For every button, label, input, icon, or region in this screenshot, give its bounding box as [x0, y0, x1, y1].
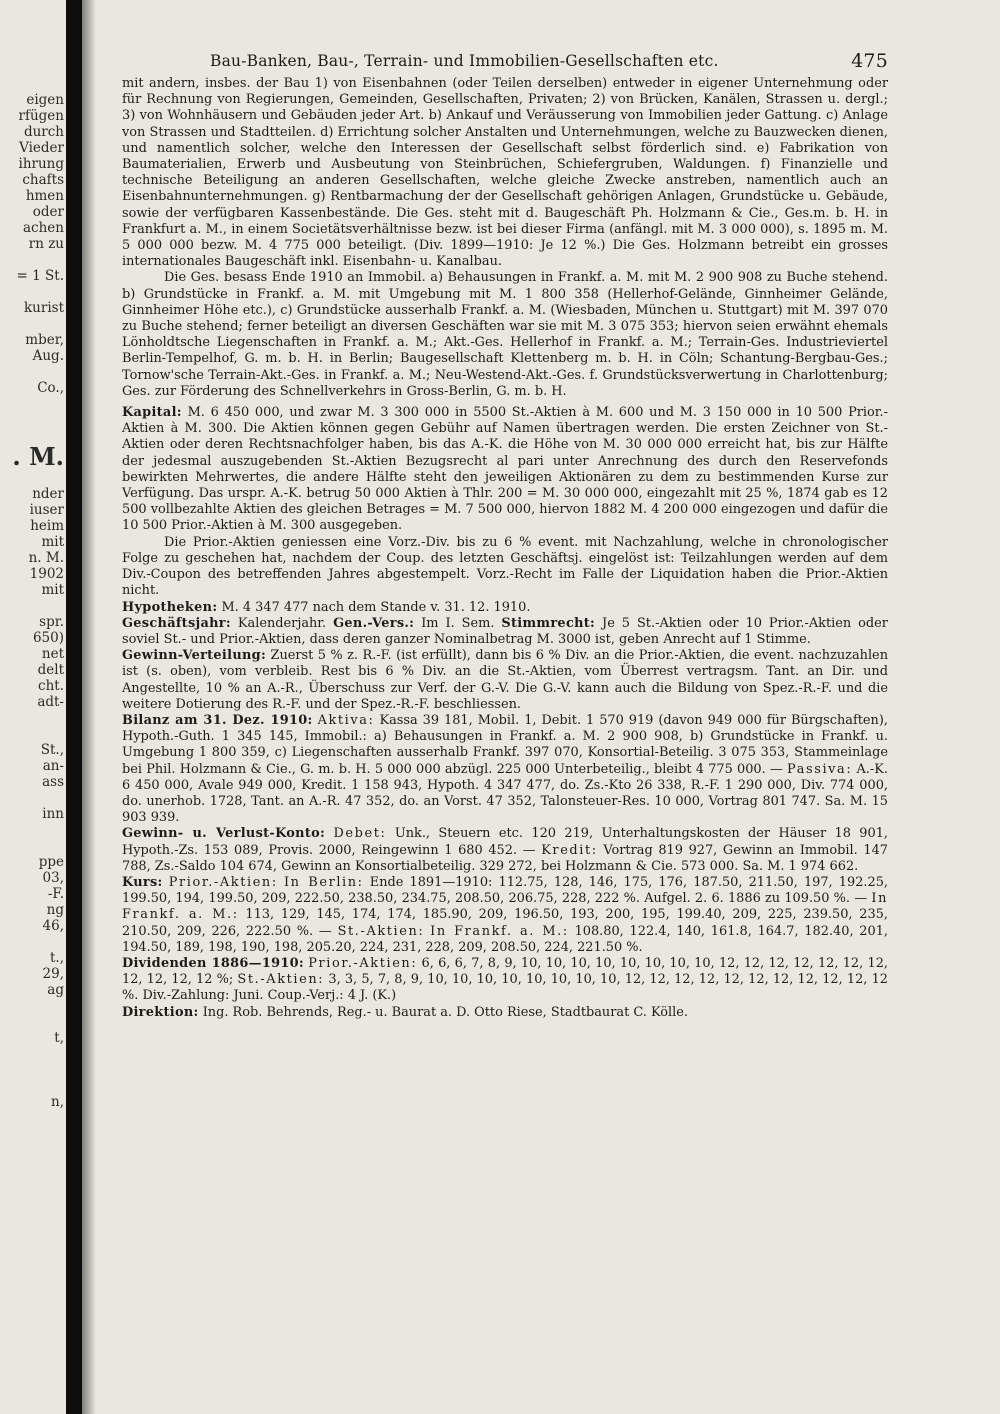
kurs-prior-label: Prior.-Aktien:: [168, 874, 278, 890]
margin-fragment: [0, 726, 64, 742]
debet-text: Unk., Steuern etc. 120 219, Unterhaltungskosten der Häuser 18 901, Hypoth.-Zs. 153 089, Provis. 2000, Reingewinn 1 680 452. —: [122, 826, 889, 858]
margin-fragment: ass: [42, 774, 64, 790]
margin-fragment: Vieder: [19, 140, 64, 156]
margin-fragment: spr.: [39, 614, 64, 630]
margin-fragment: iuser: [29, 502, 64, 518]
margin-fragment: rfügen: [18, 108, 64, 124]
margin-fragment: Aug.: [32, 348, 64, 364]
margin-fragment: 03,: [42, 870, 64, 886]
aktiva-text: Kassa 39 181, Mobil. 1, Debit. 1 570 919 (davon 949 000 für Bürgschaften), Hypoth.-Guth. 1 345 145, Immobil.: a) Behausungen in Frankf. a. M. 2 900 908, b) Grundstücke in Frankf. u. Umgebung 1 800 359, c) Liegenschaften ausserhalb Frankf. 397 070, Konsortial-Beteilig. 3 075 353, Stammeinlage bei Phil. Holzmann & Cie., G. m. b. H. 5 000 000 abzügl. 225 000 Unterbeteilig., bleibt 4 775 000. —: [122, 712, 888, 777]
margin-fragment: net: [41, 646, 64, 662]
running-header: [92, 52, 892, 76]
gewinnverteilung-label: Gewinn-Verteilung:: [122, 648, 267, 664]
div-st-label: St.-Aktien:: [237, 972, 325, 988]
margin-fragment: ihrung: [18, 156, 64, 172]
margin-fragment: [0, 1014, 64, 1030]
kurs-st-frankfurt-label: In Frankf. a. M.:: [430, 923, 569, 939]
header-title: Bau-Banken, Bau-, Terrain- und Immobilien-Gesellschaften etc.: [210, 52, 719, 70]
margin-fragment: [0, 822, 64, 838]
margin-fragment: [0, 598, 64, 614]
margin-fragment: chafts: [22, 172, 64, 188]
margin-fragment: durch: [23, 124, 64, 140]
page-number: 475: [851, 52, 888, 72]
book-gutter: [66, 0, 82, 1414]
kredit-text: Vortrag 819 927, Gewinn an Immobil. 147 788, Zs.-Saldo 104 674, Gewinn an Konsortialbeteilig. 329 272, bei Holzmann & Cie. 573 000. Sa. M. 1 974 662.: [122, 842, 888, 874]
margin-fragment: St.,: [40, 742, 64, 758]
passiva-text: A.-K. 6 450 000, Avale 949 000, Kredit. 1 158 943, Hypoth. 4 347 477, do. Zs.-Kto 26 338, R.-F. 1 290 000, Div. 774 000, do. unerhob. 1728, Tant. an A.-R. 47 352, do. an Vorst. 47 352, Talonsteuer-Res. 10 000, Vortrag 801 747. Sa. M. 15 903 939.: [122, 761, 888, 826]
margin-fragment: [0, 934, 64, 950]
margin-fragment: inn: [42, 806, 64, 822]
margin-fragment: hmen: [25, 188, 64, 204]
margin-fragment: cht.: [38, 678, 64, 694]
margin-fragment: [0, 710, 64, 726]
margin-fragment: n. M.: [28, 550, 64, 566]
margin-fragment: [0, 470, 64, 486]
left-margin-fragments: [0, 92, 64, 1392]
gewinnkonto-paragraph: [122, 826, 888, 875]
kurs-label: Kurs:: [122, 874, 163, 890]
direktion-label: Direktion:: [122, 1004, 199, 1020]
margin-fragment: ppe: [38, 854, 64, 870]
passiva-label: Passiva:: [787, 761, 853, 777]
hypotheken-label: Hypotheken:: [122, 599, 218, 615]
kredit-label: Kredit:: [541, 842, 598, 858]
article-body: [92, 76, 892, 1021]
prior-aktien-paragraph: Die Prior.-Aktien geniessen eine Vorz.-Div. bis zu 6 % event. mit Nachzahlung, welche in chronologischer Folge zu geschehen hat, nachdem der Coup. des letzten Geschäftsj. eingelöst ist: Teilzahlungen werden auf dem Div.-Coupon des betreffenden Jahres abgestempelt. Vorz.-Recht im Falle der Liquidation haben die Prior.-Aktien nicht.: [122, 534, 888, 599]
margin-fragment: achen: [23, 220, 64, 236]
margin-fragment: t,: [54, 1030, 64, 1046]
gewinnkonto-label: Gewinn- u. Verlust-Konto:: [122, 826, 326, 842]
margin-fragment: eigen: [26, 92, 64, 108]
bilanz-label: Bilanz am 31. Dez. 1910:: [122, 712, 313, 728]
div-st-text: 3, 3, 5, 7, 8, 9, 10, 10, 10, 10, 10, 10, 10, 10, 12, 12, 12, 12, 12, 12, 12, 12, 12, 12, 12 %.: [122, 972, 888, 1004]
margin-fragment: . M.: [12, 444, 64, 470]
besitz-paragraph: Die Ges. besass Ende 1910 an Immobil. a) Behausungen in Frankf. a. M. mit M. 2 900 908 zu Buche stehend. b) Grundstücke in Frankf. a. M. mit Umgebung mit M. 1 800 358 (Hellerhof-Gelände, Ginnheimer Gelände, Ginnheimer Höhe etc.), c) Grundstücke ausserhalb Frankf. a. M. (Wiesbaden, München u. Stuttgart) mit M. 397 070 zu Buche stehend; ferner beteiligt an diversen Geschäften war sie mit M. 3 075 353; hiervon seien erwähnt ehemals Lönholdtsche Liegenschaften in Frankf. a. M.; Akt.-Ges. Hellerhof in Frankf. a. M.; Terrain-Ges. Industrieviertel Berlin-Tempelhof, G. m. b. H. in Berlin; Baugesellschaft Klettenberg m. b. H. in Cöln; Schantung-Bergbau-Ges.; Tornow'sche Terrain-Akt.-Ges. in Frankf. a. M.; Neu-Westend-Akt.-Ges. f. Grundstücksverwertung in Charlottenburg; Ges. zur Förderung des Schnellverkehrs in Gross-Berlin, G. m. b. H.: [122, 270, 888, 399]
margin-fragment: -F.: [47, 886, 64, 902]
gen-vers-label: Gen.-Vers.:: [333, 615, 415, 631]
margin-fragment: delt: [37, 662, 64, 678]
margin-fragment: t.,: [49, 950, 64, 966]
hypotheken-paragraph: [122, 600, 888, 616]
margin-fragment: [0, 790, 64, 806]
margin-fragment: 29,: [42, 966, 64, 982]
margin-fragment: = 1 St.: [16, 268, 64, 284]
direktion-paragraph: [122, 1005, 888, 1021]
intro-paragraph: mit andern, insbes. der Bau 1) von Eisenbahnen (oder Teilen derselben) entweder in eigener Unternehmung oder für Rechnung von Regierungen, Gemeinden, Gesellschaften, Privaten; 2) von Brücken, Kanälen, Strassen u. dergl.; 3) von Wohnhäusern und Gebäuden jeder Art. b) Ankauf und Veräusserung von Immobilien jeder Gattung. c) Anlage von Strassen und Stadtteilen. d) Errichtung solcher Anstalten und Unternehmungen, welche zu Bauzwecken dienen, und namentlich solcher, welche den Interessen der Gesellschaft selbst förderlich sind. e) Fabrikation von Baumaterialien, Erwerb und Ausbeutung von Steinbrüchen, Schiefergruben, Waldungen. f) Finanzielle und technische Beteiligung an anderen Gesellschaften, welche gleiche Zwecke anstreben, namentlich auch an Eisenbahnunternehmungen. g) Rentbarmachung der der Gesellschaft gehörigen Anlagen, Grundstücke u. Gebäude, sowie der verfügbaren Kassenbestände. Die Ges. steht mit d. Baugeschäft Ph. Holzmann & Cie., Ges.m. b. H. in Frankfurt a. M., in einem Societätsverhältnisse bezw. ist bei dieser Firma (anfängl. mit M. 3 000 000), s. 1895 m. M. 5 000 000 bezw. M. 4 775 000 beteiligt. (Div. 1899—1910: Je 12 %.) Die Ges. Holzmann betreibt ein grosses internationales Baugeschäft inkl. Eisenbahn- u. Kanalbau.: [122, 76, 888, 270]
margin-fragment: 650): [32, 630, 64, 646]
direktion-text: Ing. Rob. Behrends, Reg.- u. Baurat a. D. Otto Riese, Stadtbaurat C. Kölle.: [202, 1004, 688, 1020]
kurs-st-frankfurt-text: 108.80, 122.4, 140, 161.8, 164.7, 182.40, 201, 194.50, 189, 198, 190, 198, 205.20, 224, 231, 228, 209, 208.50, 224, 221.50 %.: [122, 923, 889, 955]
margin-fragment: oder: [32, 204, 64, 220]
margin-fragment: [0, 412, 64, 428]
aktiva-label: Aktiva:: [317, 712, 375, 728]
gen-vers-text: Im I. Sem.: [421, 615, 495, 631]
margin-fragment: [0, 364, 64, 380]
kurs-paragraph: [122, 875, 888, 956]
margin-fragment: [0, 428, 64, 444]
kapital-label: Kapital:: [122, 405, 182, 421]
margin-fragment: mit: [41, 582, 64, 598]
kurs-frankfurt-text: 113, 129, 145, 174, 174, 185.90, 209, 196.50, 193, 200, 195, 199.40, 209, 225, 239.50, 235, 210.50, 209, 226, 222.50 %. —: [122, 907, 888, 939]
gewinnverteilung-paragraph: [122, 648, 888, 713]
margin-fragment: mber,: [25, 332, 64, 348]
margin-fragment: 46,: [42, 918, 64, 934]
hypotheken-text: M. 4 347 477 nach dem Stande v. 31. 12. 1910.: [221, 599, 531, 615]
kurs-st-label: St.-Aktien:: [337, 923, 425, 939]
margin-fragment: rn zu: [28, 236, 64, 252]
geschaeftsjahr-label: Geschäftsjahr:: [122, 615, 231, 631]
stimmrecht-label: Stimmrecht:: [501, 615, 596, 631]
kurs-berlin-label: In Berlin:: [283, 874, 364, 890]
margin-fragment: [0, 396, 64, 412]
div-prior-text: 6, 6, 6, 7, 8, 9, 10, 10, 10, 10, 10, 10, 10, 10, 12, 12, 12, 12, 12, 12, 12, 12, 12, 12, 12 %;: [122, 955, 888, 988]
margin-fragment: [0, 1046, 64, 1062]
margin-fragment: 1902: [29, 566, 64, 582]
margin-fragment: an-: [42, 758, 64, 774]
kurs-frankfurt-label: In Frankf. a. M.:: [122, 891, 888, 923]
stimmrecht-text: Je 5 St.-Aktien oder 10 Prior.-Aktien oder soviel St.- und Prior.-Aktien, dass deren ganzer Nominalbetrag M. 3000 ist, geben Anrecht auf 1 Stimme.: [122, 615, 888, 647]
margin-fragment: heim: [30, 518, 64, 534]
margin-fragment: [0, 316, 64, 332]
margin-fragment: n,: [51, 1094, 64, 1110]
margin-fragment: [0, 284, 64, 300]
margin-fragment: mit: [41, 534, 64, 550]
margin-fragment: Co.,: [37, 380, 64, 396]
kapital-paragraph: [122, 405, 888, 535]
geschaeftsjahr-text: Kalenderjahr.: [237, 615, 327, 631]
margin-fragment: [0, 998, 64, 1014]
margin-fragment: nder: [32, 486, 64, 502]
margin-fragment: [0, 838, 64, 854]
kapital-text: M. 6 450 000, und zwar M. 3 300 000 in 5500 St.-Aktien à M. 600 und M. 3 150 000 in 10 500 Prior.-Aktien à M. 300. Die Aktien können gegen Gebühr auf Namen übertragen werden. Die ersten Zeichner von St.-Aktien oder deren Rechtsnachfolger haben, bis das A.-K. die Höhe von M. 30 000 000 erreicht hat, bis zur Hälfte der jedesmal auszugebenden St.-Aktien Bezugsrecht al pari unter Anrechnung des durch den Reservefonds bewirkten Mehrwertes, die andere Hälfte steht den jeweiligen Aktionären zu dem zu bestimmenden Kurse zur Verfügung. Das urspr. A.-K. betrug 50 000 Aktien à Thlr. 200 = M. 30 000 000, eingezahlt mit 25 %, 1874 gab es 12 500 vollbezahlte Aktien des gleichen Betrages = M. 7 500 000, hiervon 1882 M. 4 200 000 eingezogen und dafür die 10 500 Prior.-Aktien à M. 300 ausgegeben.: [122, 405, 888, 534]
margin-fragment: [0, 1062, 64, 1078]
geschaeftsjahr-paragraph: [122, 616, 888, 648]
div-prior-label: Prior.-Aktien:: [308, 955, 418, 971]
kurs-berlin-text: Ende 1891—1910: 112.75, 128, 146, 175, 176, 187.50, 211.50, 197, 192.25, 199.50, 194, 199.50, 209, 222.50, 238.50, 234.75, 208.50, 206.75, 228, 222 %. Aufgel. 2. 6. 1886 zu 109.50 %. —: [122, 874, 888, 907]
page: [92, 52, 892, 1382]
div-zahlung-text: Div.-Zahlung: Juni. Coup.-Verj.: 4 J. (K.): [142, 988, 397, 1004]
margin-fragment: [0, 252, 64, 268]
debet-label: Debet:: [333, 826, 387, 842]
margin-fragment: [0, 1078, 64, 1094]
margin-fragment: kurist: [24, 300, 64, 316]
margin-fragment: ng: [46, 902, 64, 918]
dividenden-paragraph: [122, 956, 888, 1005]
dividenden-label: Dividenden 1886—1910:: [122, 955, 304, 971]
margin-fragment: adt-: [37, 694, 64, 710]
gewinnverteilung-text: Zuerst 5 % z. R.-F. (ist erfüllt), dann bis 6 % Div. an die Prior.-Aktien, die event. nachzuzahlen ist (s. oben), vom verbleib. Rest bis 6 % Div. an die St.-Aktien, vom Überrest vertragsm. Tant. an Dir. und Angestellte, 10 % an A.-R., Überschuss zur Verf. der G.-V. Die G.-V. kann auch die Bildung von Spez.-R.-F. und die weitere Dotierung des R.-F. und der Spez.-R.-F. beschliessen.: [122, 648, 888, 712]
margin-fragment: ag: [47, 982, 64, 998]
bilanz-paragraph: [122, 713, 888, 826]
